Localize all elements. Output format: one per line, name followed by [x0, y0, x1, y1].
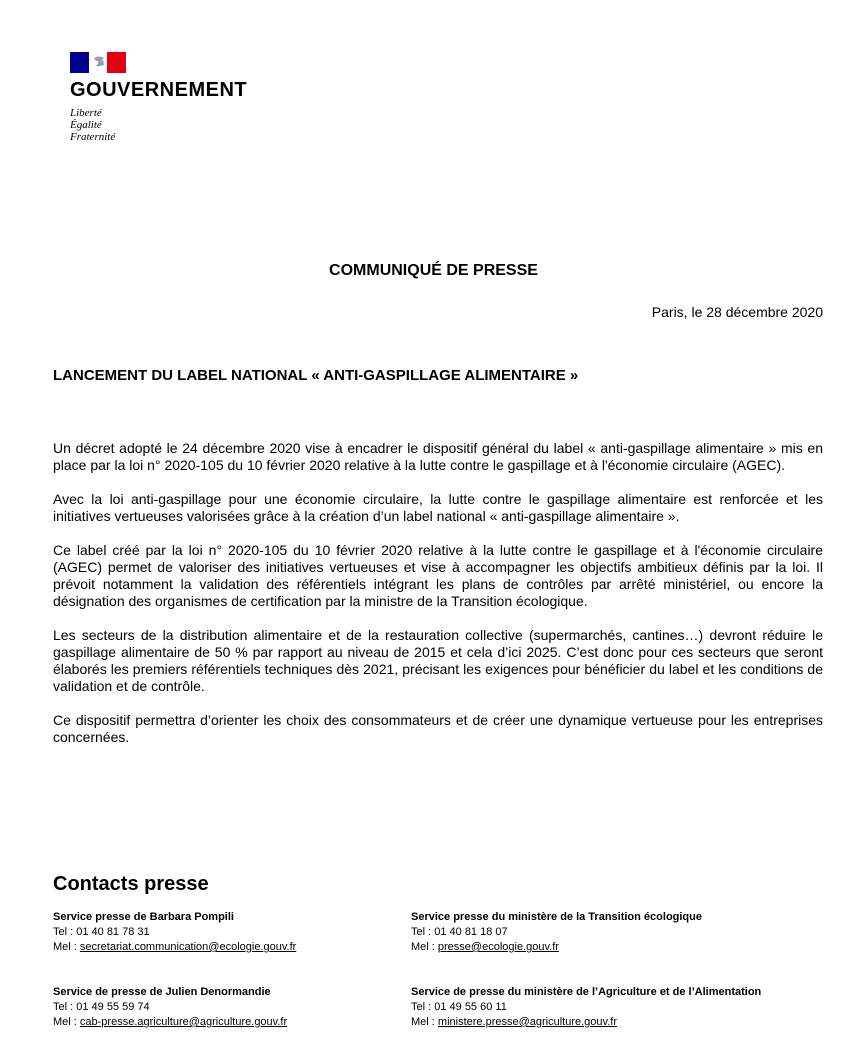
release-body [53, 440, 823, 763]
contact-name: Service presse de Barbara Pompili [53, 911, 234, 923]
contact-tel: Tel : 01 49 55 59 74 [53, 1001, 150, 1013]
contact-mail: Mel : presse@ecologie.gouv.fr [411, 941, 559, 953]
contact-name: Service de presse de Julien Denormandie [53, 986, 271, 998]
contact-tel-value: 01 49 55 60 11 [434, 1001, 507, 1013]
contact-tel: Tel : 01 40 81 78 31 [53, 926, 150, 938]
contacts-title: Contacts presse [53, 873, 209, 895]
paragraph: Un décret adopté le 24 décembre 2020 vise à encadrer le dispositif général du label « anti-gaspillage alimentaire » mis en place par la loi n° 2020-105 du 10 février 2020 relative à la lutte contre le gaspillage et à l'économie circulaire (AGEC). [53, 440, 823, 473]
release-date: Paris, le 28 décembre 2020 [651, 304, 823, 320]
paragraph: Ce label créé par la loi n° 2020-105 du 10 février 2020 relative à la lutte contre le gaspillage et à l'économie circulaire (AGEC) permet de valoriser des initiatives vertueuses et vise à accompagner les objectifs ambitieux définis par la loi. Il prévoit notamment la validation des référentiels intégrant les plans de contrôles par arrêté ministériel, ou encore la désignation des organismes de certification par la ministre de la Transition écologique. [53, 542, 823, 609]
contact-mail: Mel : cab-presse.agriculture@agriculture.gouv.fr [53, 1016, 288, 1028]
contact-mail: Mel : secretariat.communication@ecologie.gouv.fr [53, 941, 297, 953]
logo-motto [70, 107, 247, 143]
contact-mail-link[interactable]: presse@ecologie.gouv.fr [437, 941, 559, 953]
contact-mail: Mel : ministere.presse@agriculture.gouv.fr [411, 1016, 617, 1028]
motto-fraternite: Fraternité [70, 131, 116, 143]
contact-tel: Tel : 01 40 81 18 07 [411, 926, 508, 938]
motto-egalite: Égalité [70, 119, 102, 131]
contact-mail-link[interactable]: ministere.presse@agriculture.gouv.fr [437, 1016, 617, 1028]
contact-mail-link[interactable]: cab-presse.agriculture@agriculture.gouv.fr [79, 1016, 288, 1028]
press-release-title: COMMUNIQUÉ DE PRESSE [329, 262, 538, 279]
contact-tel-value: 01 40 81 18 07 [434, 926, 508, 938]
contact-name: Service presse du ministère de la Transition écologique [411, 911, 702, 923]
contact-block [411, 985, 761, 1030]
marianne-profile-icon [92, 55, 110, 69]
motto-liberte: Liberté [70, 107, 102, 119]
contact-mail-link[interactable]: secretariat.communication@ecologie.gouv.fr [79, 941, 297, 953]
marianne-flag-icon [70, 52, 126, 73]
logo-name: GOUVERNEMENT [70, 79, 248, 101]
paragraph: Les secteurs de la distribution alimentaire et de la restauration collective (supermarchés, cantines…) devront réduire le gaspillage alimentaire de 50 % par rapport au niveau de 2015 et cela d’ici 2025. C’est donc pour ces secteurs que seront élaborés les premiers référentiels techniques dès 2021, précisant les exigences pour bénéficier du label et les conditions de validation et de contrôle. [53, 627, 823, 694]
contact-block [53, 910, 296, 955]
government-logo [70, 52, 247, 143]
paragraph: Ce dispositif permettra d’orienter les choix des consommateurs et de créer une dynamique vertueuse pour les entreprises concernées. [53, 712, 823, 745]
contact-tel-value: 01 40 81 78 31 [76, 926, 150, 938]
contact-block [53, 985, 287, 1030]
contact-block [411, 910, 702, 955]
release-headline: LANCEMENT DU LABEL NATIONAL « ANTI-GASPILLAGE ALIMENTAIRE » [53, 367, 579, 384]
paragraph: Avec la loi anti-gaspillage pour une économie circulaire, la lutte contre le gaspillage alimentaire est renforcée et les initiatives vertueuses valorisées grâce à la création d’un label national « anti-gaspillage alimentaire ». [53, 491, 823, 524]
contact-tel-value: 01 49 55 59 74 [76, 1001, 150, 1013]
contact-name: Service de presse du ministère de l’Agriculture et de l’Alimentation [411, 986, 762, 998]
contact-tel: Tel : 01 49 55 60 11 [411, 1001, 507, 1013]
